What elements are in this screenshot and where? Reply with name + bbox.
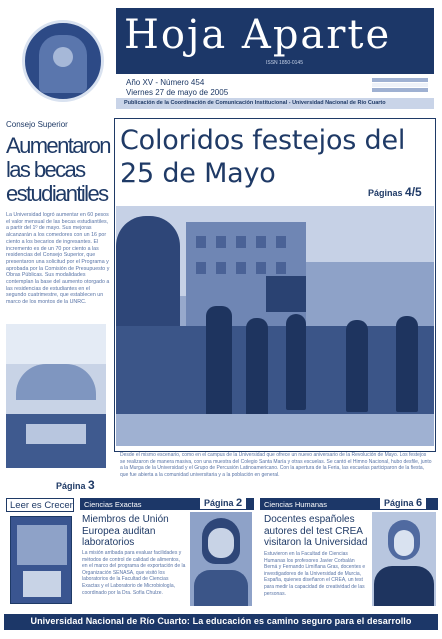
page-ref-number: 6	[416, 497, 423, 509]
page-ref-becas[interactable]	[56, 478, 95, 492]
publisher-note: Publicación de la Coordinación de Comunicación Institucional - Universidad Nacional de Río Cuarto	[116, 98, 434, 109]
footer-slogan: Universidad Nacional de Río Cuarto: La educación es camino seguro para el desarrollo	[4, 614, 438, 630]
flag-icon	[372, 78, 428, 92]
caption-main: Desde el mismo escenario, como en el campus de la Universidad que ofrece un nuevo aniversario de la Revolución de Mayo. Los festejos se realizaron de manera masiva, con una muestra del Colegio Santa María y otras escuelas. Se cantó el Himno Nacional, hubo desfile, junto a la Murga de la Universidad y el Grupo de Percusión Latinoamericano. Con la apertura de la Feria, las escuelas participaron de la fiesta, que fue abierta a la comunidad universitaria y a la población en general.	[120, 452, 432, 478]
page-ref-main[interactable]	[368, 185, 422, 199]
page-ref-label: Página	[384, 498, 414, 508]
photo-celebration	[116, 206, 434, 446]
body-becas: La Universidad logró aumentar en 60 pesos el valor mensual de las becas estudiantiles, a partir del 1º de mayo. Sus mejoras alcanzarán a los comedores con un 16 por ciento a los becarios de ingresantes. El incremento es de un 70 por ciento a las residencias del Consejo Superior, que presentaron una solicitud por el Programa y aprobada por la Comisión de Presupuesto y Obras Públicas. Sus modalidades contemplan la base del aumento otorgado a las residencias de estudiantes en el segundo cuatrimestre, que establecen un marco de los montos de la UNRC.	[6, 212, 110, 306]
university-seal-logo	[22, 20, 104, 102]
section-label: Ciencias Humanas	[264, 500, 327, 509]
issn: ISSN 1850-0145	[266, 60, 303, 66]
photo-man	[372, 512, 436, 606]
page-ref-humanas[interactable]	[380, 497, 426, 509]
body-exactas: La misión arribada para evaluar facilidades y métodos de control de calidad de alimentos, en el marco del programa de exportación de la Organización SENASA, que visitó los laboratorios de la Facultad de Ciencias Exactas y el Laboratorio de Microbiología, coordinado por la Dra. Sofía Chulze.	[82, 550, 186, 596]
newspaper-title: Hoja Aparte	[124, 12, 392, 58]
page-ref-number: 2	[236, 497, 243, 509]
photo-students	[6, 324, 106, 468]
photo-woman	[190, 512, 252, 606]
title-banner	[116, 8, 434, 74]
book-cover	[10, 516, 72, 604]
page-ref-number: 4/5	[405, 185, 422, 199]
section-label-consejo: Consejo Superior	[6, 120, 68, 129]
page-ref-exactas[interactable]	[200, 497, 246, 509]
section-label: Ciencias Exactas	[84, 500, 142, 509]
issue-info	[126, 78, 228, 98]
headline-main[interactable]: Coloridos festejos del 25 de Mayo	[120, 125, 406, 189]
leer-title: Leer es Crecer	[6, 498, 74, 512]
leer-es-crecer-box[interactable]	[6, 498, 74, 608]
page-ref-label: Páginas	[368, 188, 403, 198]
issue-number: Año XV - Número 454	[126, 78, 205, 87]
headline-humanas[interactable]: Docentes españoles autores del test CREA visitaron la Universidad	[264, 514, 368, 548]
issue-date: Viernes 27 de mayo de 2005	[126, 88, 229, 97]
masthead	[0, 0, 442, 112]
headline-becas[interactable]: Aumentaron las becas estudiantiles	[6, 133, 110, 206]
page-ref-label: Página	[204, 498, 234, 508]
page-ref-label: Página	[56, 481, 86, 491]
headline-exactas[interactable]: Miembros de Unión Europea auditan laboratorios	[82, 514, 169, 548]
page-ref-number: 3	[88, 478, 95, 492]
body-humanas: Estuvieron en la Facultad de Ciencias Humanas los profesores Javier Corbalán Berná y Fernando Limiñana Gras, docentes e investigadores de la Universidad de Murcia, España, quienes diseñaron el CREA, un test para medir la capacidad de creatividad de las personas.	[264, 551, 366, 597]
